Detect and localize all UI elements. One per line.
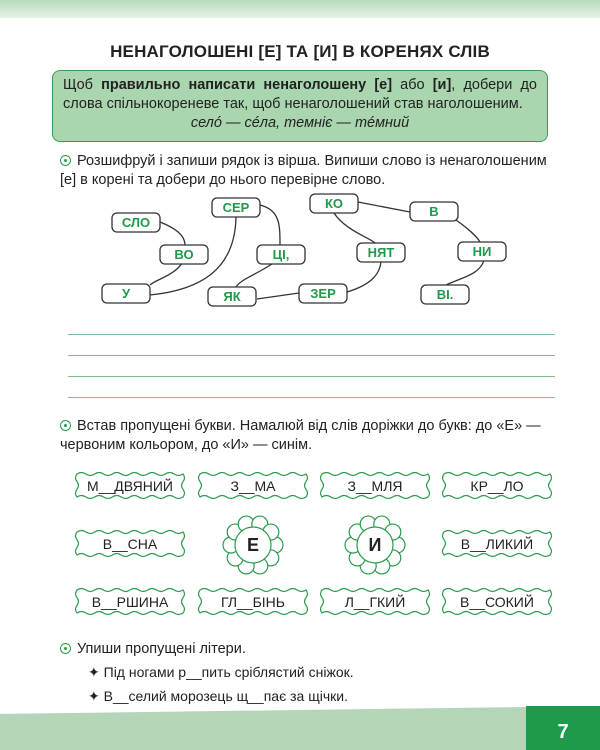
syllable-diagram	[0, 0, 600, 330]
sentence-2: ✦ В__селий морозець щ__пає за щічки.	[88, 688, 348, 704]
word-text: В__СОКИЙ	[460, 593, 534, 610]
word-text: Л__ГКИЙ	[344, 593, 406, 610]
syllable-text: ВІ.	[436, 287, 454, 302]
word-card[interactable]	[196, 470, 310, 501]
flower-letter: И	[368, 534, 382, 555]
syllable-box	[310, 194, 358, 213]
word-text: В__РШИНА	[91, 593, 169, 610]
syllable-text: ЗЕР	[310, 286, 336, 301]
task-3-text: Упиши пропущені літери.	[77, 641, 246, 657]
syllable-box	[208, 287, 256, 306]
syllable-text: У	[121, 286, 131, 301]
syllable-box	[112, 213, 160, 232]
task-1-text: Розшифруй і запиши рядок із вірша. Випиши слово із ненаголошеним [е] в корені та добери до нього перевірне слово.	[60, 153, 547, 188]
word-card[interactable]	[440, 528, 554, 559]
flower-letter: Е	[246, 534, 259, 555]
rule-text: , добери до слова спільнокореневе так, щоб ненаголошений став наголошеним.	[63, 77, 537, 112]
syllable-box	[212, 198, 260, 217]
syllable-box	[299, 284, 347, 303]
syllable-box	[357, 243, 405, 262]
sentence-text: Під ногами р__пить сріблястий сніжок.	[103, 664, 354, 680]
syllable-text: КО	[324, 196, 344, 211]
syllable-text: СЛО	[121, 215, 151, 230]
word-text: З__МЛЯ	[347, 477, 403, 494]
syllable-text: СЕР	[222, 200, 250, 215]
task-3	[60, 640, 555, 659]
task-2-text: Встав пропущені букви. Намалюй від слів доріжки до букв: до «Е» — червоним кольором, до «И» — синім.	[60, 418, 541, 453]
syllable-box	[160, 245, 208, 264]
syllable-box	[257, 245, 305, 264]
word-card[interactable]	[318, 470, 432, 501]
syllable-box	[410, 202, 458, 221]
word-text: ГЛ__БІНЬ	[221, 593, 285, 610]
bottom-band	[0, 706, 600, 750]
word-card[interactable]	[73, 528, 187, 559]
word-text: М__ДВЯНИЙ	[87, 477, 173, 494]
rule-example: селó — сéла, темніє — тéмний	[190, 115, 410, 131]
word-card[interactable]	[440, 586, 554, 617]
task-2	[60, 417, 555, 455]
word-card[interactable]	[440, 470, 554, 501]
word-card[interactable]	[73, 586, 187, 617]
word-card[interactable]	[318, 586, 432, 617]
word-text: В__СНА	[102, 535, 158, 552]
syllable-text: ВО	[174, 247, 194, 262]
word-card[interactable]	[196, 586, 310, 617]
writing-line[interactable]	[68, 376, 555, 377]
page-title: НЕНАГОЛОШЕНІ [Е] ТА [И] В КОРЕНЯХ СЛІВ	[110, 42, 490, 61]
syllable-text: НИ	[472, 244, 492, 259]
writing-line[interactable]	[68, 355, 555, 356]
writing-line[interactable]	[68, 334, 555, 335]
e-flower[interactable]	[221, 513, 285, 577]
syllable-box	[458, 242, 506, 261]
word-text: З__МА	[230, 477, 276, 494]
syllable-text: В	[429, 204, 439, 219]
word-text: КР__ЛО	[470, 477, 524, 494]
i-flower[interactable]	[343, 513, 407, 577]
rule-text: Щоб	[63, 77, 102, 93]
word-text: В__ЛИКИЙ	[460, 535, 534, 552]
rule-text: або	[392, 77, 433, 93]
sentence-text: В__селий морозець щ__пає за щічки.	[103, 688, 348, 704]
task-bullet-icon	[60, 643, 71, 654]
syllable-text: ЦІ,	[272, 247, 290, 262]
sentence-1: ✦ Під ногами р__пить сріблястий сніжок.	[88, 664, 354, 680]
syllable-text: ЯК	[223, 289, 241, 304]
page-number: 7	[526, 706, 600, 750]
writing-line[interactable]	[68, 397, 555, 398]
word-card[interactable]	[73, 470, 187, 501]
rule-bold: [и]	[432, 77, 452, 93]
syllable-box	[102, 284, 150, 303]
rule-bold: правильно написати ненаголошену [е]	[101, 77, 393, 93]
syllable-text: НЯТ	[367, 245, 395, 260]
syllable-box	[421, 285, 469, 304]
task-bullet-icon	[60, 420, 71, 431]
